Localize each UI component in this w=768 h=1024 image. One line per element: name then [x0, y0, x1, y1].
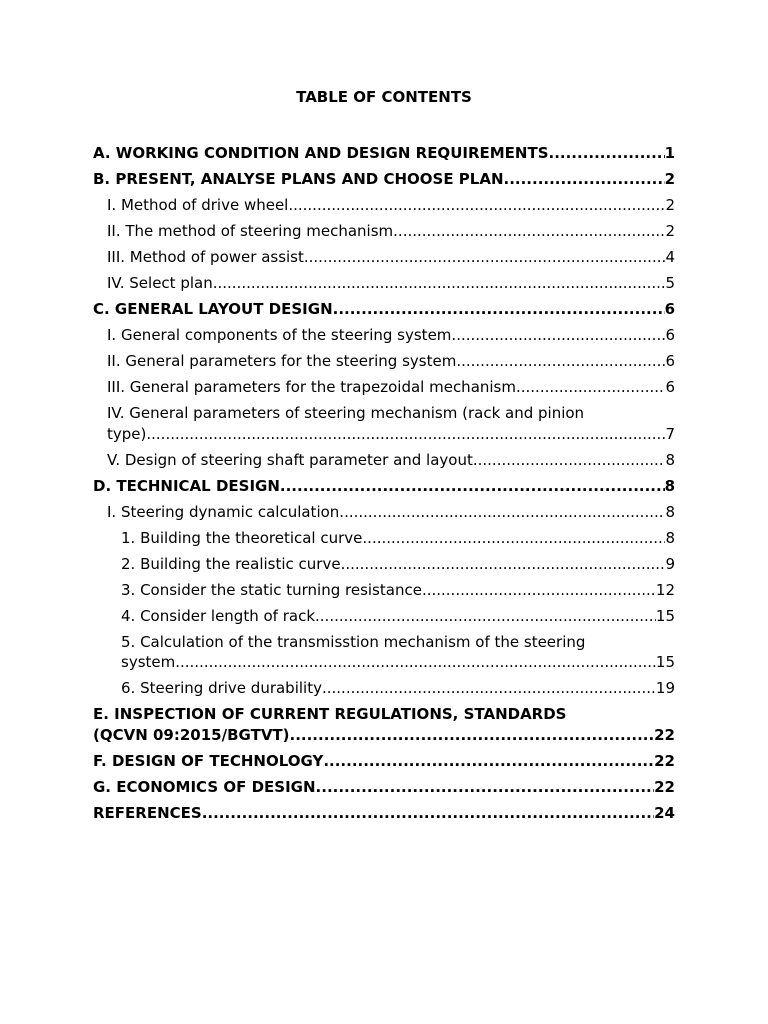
toc-entry-text: III. General parameters for the trapezoidal mechanism — [107, 378, 516, 396]
table-of-contents — [93, 143, 675, 823]
toc-entry-text: II. The method of steering mechanism — [107, 222, 394, 240]
toc-entry[interactable] — [93, 777, 675, 798]
toc-entry[interactable] — [107, 221, 675, 242]
toc-entry-page-number: 6 — [664, 300, 675, 318]
toc-entry-page-number: 7 — [665, 424, 675, 443]
toc-entry[interactable] — [107, 247, 675, 268]
toc-entry-text: 6. Steering drive durability — [121, 679, 322, 697]
toc-entry-page-number: 22 — [654, 751, 675, 770]
toc-entry-page-number: 2 — [664, 170, 675, 188]
dot-leader — [304, 247, 666, 268]
dot-leader — [341, 554, 666, 575]
toc-entry[interactable] — [121, 580, 675, 601]
toc-entry-text: I. Method of drive wheel — [107, 196, 289, 214]
toc-entry-text: G. ECONOMICS OF DESIGN — [93, 777, 316, 796]
toc-entry-page-number: 22 — [654, 725, 675, 744]
dot-leader — [393, 221, 665, 242]
toc-entry-page-number: 22 — [654, 777, 675, 796]
toc-entry[interactable] — [107, 195, 675, 216]
toc-entry-text: I. Steering dynamic calculation — [107, 502, 340, 521]
toc-entry-text: 4. Consider length of rack — [121, 606, 316, 625]
toc-entry[interactable] — [107, 273, 675, 294]
toc-entry-text: B. PRESENT, ANALYSE PLANS AND CHOOSE PLAN — [93, 170, 504, 188]
toc-entry-page-number: 6 — [665, 326, 675, 344]
toc-entry[interactable] — [121, 606, 675, 627]
dot-leader — [504, 169, 665, 190]
dot-leader — [175, 652, 656, 673]
toc-entry-text: I. General components of the steering system — [107, 326, 452, 344]
toc-entry-page-number: 6 — [665, 378, 675, 396]
toc-entry-text: C. GENERAL LAYOUT DESIGN — [93, 300, 333, 318]
dot-leader — [290, 725, 655, 746]
dot-leader — [516, 377, 665, 398]
toc-entry-text: 3. Consider the static turning resistance — [121, 580, 422, 599]
toc-entry-page-number: 5 — [665, 274, 675, 292]
toc-entry[interactable] — [93, 704, 675, 745]
toc-entry-text-first-line: 5. Calculation of the transmisstion mechanism of the steering — [121, 632, 586, 651]
dot-leader — [422, 580, 656, 601]
toc-entry[interactable] — [107, 403, 675, 444]
toc-entry-page-number: 8 — [665, 528, 675, 547]
toc-entry-text-first-line: IV. General parameters of steering mechanism (rack and pinion — [107, 404, 585, 422]
toc-entry-text: REFERENCES — [93, 803, 202, 822]
toc-entry[interactable] — [121, 632, 675, 673]
dot-leader — [323, 751, 654, 772]
toc-entry-text: D. TECHNICAL DESIGN — [93, 476, 280, 495]
toc-entry[interactable] — [93, 476, 675, 497]
toc-entry-text: III. Method of power assist — [107, 248, 304, 266]
dot-leader — [288, 195, 665, 216]
toc-entry-page-number: 2 — [665, 196, 675, 214]
dot-leader — [456, 351, 665, 372]
toc-entry-text-first-line: E. INSPECTION OF CURRENT REGULATIONS, STANDARDS — [93, 705, 567, 723]
dot-leader — [549, 143, 665, 164]
toc-entry-page-number: 8 — [665, 450, 675, 469]
toc-entry-page-number: 9 — [665, 554, 675, 573]
toc-entry-text: IV. Select plan — [107, 274, 213, 292]
toc-entry[interactable] — [93, 299, 675, 320]
dot-leader — [339, 502, 665, 523]
dot-leader — [473, 450, 666, 471]
toc-entry-page-number: 19 — [655, 679, 675, 697]
toc-entry[interactable] — [107, 377, 675, 398]
toc-entry-text: system — [121, 653, 176, 671]
dot-leader — [333, 299, 665, 320]
toc-entry-page-number: 8 — [665, 502, 675, 521]
toc-entry-page-number: 2 — [665, 222, 675, 240]
toc-entry[interactable] — [121, 528, 675, 549]
page-title: TABLE OF CONTENTS — [296, 88, 472, 106]
toc-entry-text: 1. Building the theoretical curve — [121, 528, 363, 547]
toc-entry-page-number: 1 — [664, 144, 675, 162]
dot-leader — [280, 476, 665, 497]
toc-entry-page-number: 15 — [655, 653, 675, 671]
toc-entry[interactable] — [93, 803, 675, 824]
dot-leader — [451, 325, 665, 346]
toc-entry[interactable] — [93, 143, 675, 164]
toc-entry[interactable] — [93, 169, 675, 190]
toc-entry-text: (QCVN 09:2015/BGTVT) — [93, 725, 290, 744]
toc-entry[interactable] — [107, 502, 675, 523]
toc-entry-page-number: 24 — [654, 803, 675, 822]
dot-leader — [146, 424, 665, 445]
toc-entry-text: F. DESIGN OF TECHNOLOGY — [93, 751, 324, 770]
toc-entry-page-number: 15 — [655, 606, 675, 625]
toc-entry-page-number: 12 — [655, 580, 675, 599]
toc-entry-text: type) — [107, 424, 147, 443]
toc-entry-page-number: 4 — [665, 248, 675, 266]
toc-entry-text: 2. Building the realistic curve — [121, 554, 341, 573]
toc-entry[interactable] — [107, 325, 675, 346]
toc-entry-page-number: 6 — [665, 352, 675, 370]
toc-entry[interactable] — [93, 751, 675, 772]
toc-entry[interactable] — [107, 450, 675, 471]
dot-leader — [213, 273, 666, 294]
toc-entry[interactable] — [121, 554, 675, 575]
toc-entry-page-number: 8 — [664, 476, 675, 495]
toc-entry[interactable] — [121, 678, 675, 699]
toc-entry-text: A. WORKING CONDITION AND DESIGN REQUIREMENTS — [93, 144, 549, 162]
dot-leader — [202, 803, 654, 824]
dot-leader — [315, 606, 656, 627]
dot-leader — [322, 678, 656, 699]
toc-entry-text: V. Design of steering shaft parameter and layout — [107, 450, 473, 469]
dot-leader — [362, 528, 665, 549]
toc-entry-text: II. General parameters for the steering system — [107, 352, 457, 370]
toc-entry[interactable] — [107, 351, 675, 372]
dot-leader — [316, 777, 655, 798]
